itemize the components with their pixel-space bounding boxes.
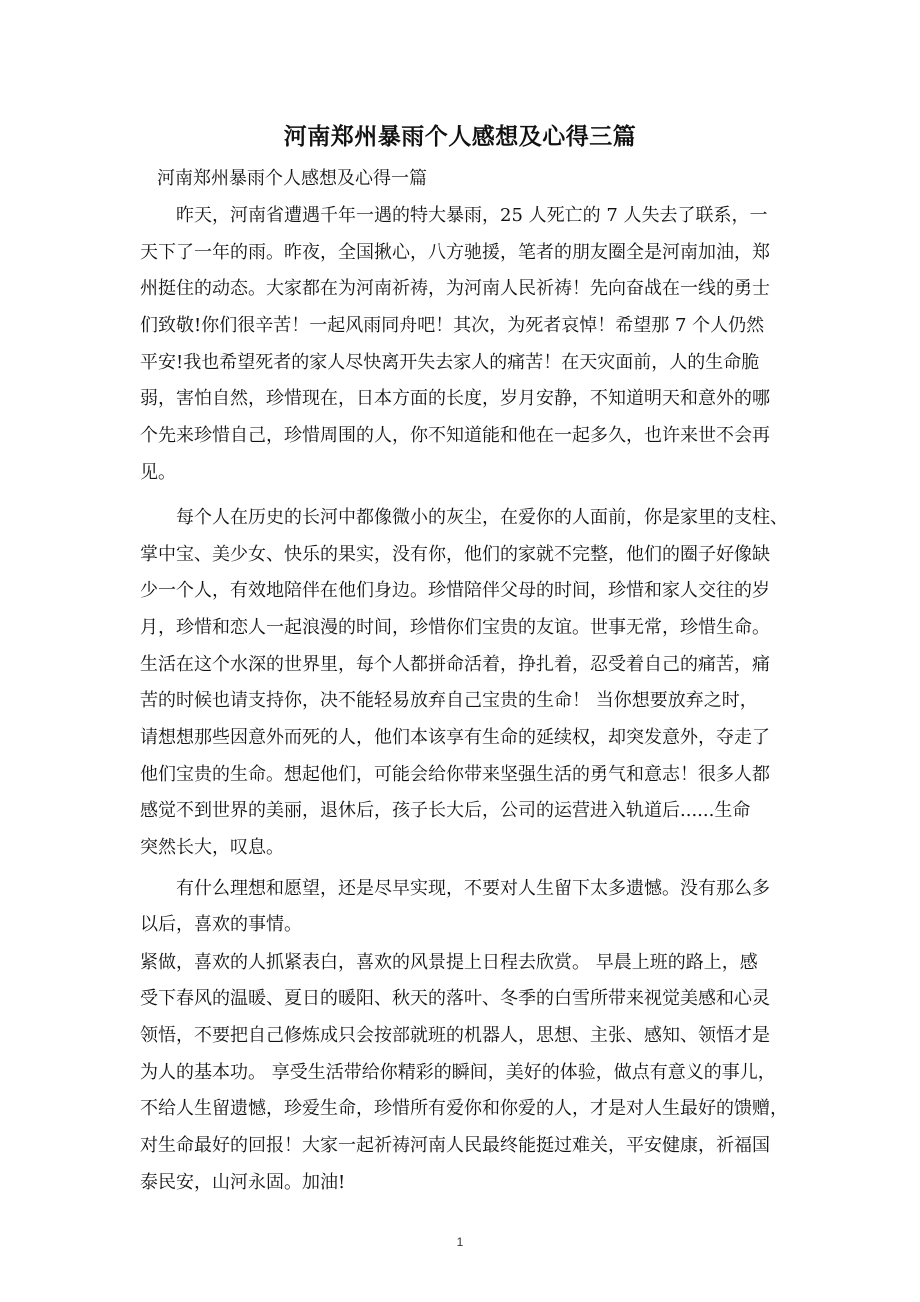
paragraph-line: 天下了一年的雨。昨夜，全国揪心，八方驰援，笔者的朋友圈全是河南加油，郑	[140, 242, 770, 263]
paragraph-line: 掌中宝、美少女、快乐的果实，没有你，他们的家就不完整，他们的圈子好像缺	[140, 544, 770, 565]
paragraph-line: 对生命最好的回报！大家一起祈祷河南人民最终能挺过难关，平安健康，祈福国	[140, 1135, 770, 1156]
paragraph-line: 弱，害怕自然，珍惜现在，日本方面的长度，岁月安静，不知道明天和意外的哪	[140, 388, 770, 409]
paragraph-line: 个先来珍惜自己，珍惜周围的人，你不知道能和他在一起多久，也许来世不会再	[140, 425, 770, 446]
paragraph-line: 们致敬!你们很辛苦！一起风雨同舟吧！其次，为死者哀悼！希望那 7 个人仍然	[140, 315, 765, 336]
paragraph-line: 不给人生留遗憾，珍爱生命，珍惜所有爱你和你爱的人，才是对人生最好的馈赠，	[140, 1098, 788, 1119]
page-number: 1	[456, 1235, 464, 1249]
paragraph-line: 见。	[140, 462, 176, 483]
paragraph-line: 以后，喜欢的事情。	[140, 914, 302, 935]
paragraph-line: 他们宝贵的生命。想起他们，可能会给你带来坚强生活的勇气和意志！很多人都	[140, 764, 770, 785]
paragraph-line: 昨天，河南省遭遇千年一遇的特大暴雨，25 人死亡的 7 人失去了联系，一	[176, 205, 768, 226]
paragraph-line: 生活在这个水深的世界里，每个人都拼命活着，挣扎着，忍受着自己的痛苦，痛	[140, 654, 770, 675]
paragraph-line: 突然长大，叹息。	[140, 837, 284, 858]
paragraph-line: 少一个人，有效地陪伴在他们身边。珍惜陪伴父母的时间，珍惜和家人交往的岁	[140, 580, 770, 601]
document-title: 河南郑州暴雨个人感想及心得三篇	[283, 124, 637, 150]
paragraph-line: 感觉不到世界的美丽，退休后，孩子长大后，公司的运营进入轨道后......生命	[140, 800, 751, 821]
paragraph-line: 紧做，喜欢的人抓紧表白，喜欢的风景提上日程去欣赏。 早晨上班的路上，感	[140, 952, 758, 973]
paragraph-line: 平安!我也希望死者的家人尽快离开失去家人的痛苦！在天灾面前，人的生命脆	[140, 352, 760, 373]
paragraph-line: 月，珍惜和恋人一起浪漫的时间，珍惜你们宝贵的友谊。世事无常，珍惜生命。	[140, 617, 770, 638]
paragraph-line: 受下春风的温暖、夏日的暖阳、秋天的落叶、冬季的白雪所带来视觉美感和心灵	[140, 988, 770, 1009]
paragraph-line: 苦的时候也请支持你，决不能轻易放弃自己宝贵的生命！ 当你想要放弃之时，	[140, 690, 758, 711]
paragraph-line: 请想想那些因意外而死的人，他们本该享有生命的延续权，却突发意外，夺走了	[140, 727, 770, 748]
paragraph-line: 为人的基本功。 享受生活带给你精彩的瞬间，美好的体验，做点有意义的事儿，	[140, 1062, 776, 1083]
paragraph-line: 州挺住的动态。大家都在为河南祈祷，为河南人民祈祷！先向奋战在一线的勇士	[140, 278, 770, 299]
paragraph-line: 领悟，不要把自己修炼成只会按部就班的机器人，思想、主张、感知、领悟才是	[140, 1025, 770, 1046]
paragraph-line: 泰民安，山河永固。加油!	[140, 1172, 346, 1193]
section-heading: 河南郑州暴雨个人感想及心得一篇	[157, 168, 427, 189]
paragraph-line: 有什么理想和愿望，还是尽早实现，不要对人生留下太多遗憾。没有那么多	[176, 878, 770, 899]
paragraph-line: 每个人在历史的长河中都像微小的灰尘，在爱你的人面前，你是家里的支柱、	[176, 507, 788, 528]
